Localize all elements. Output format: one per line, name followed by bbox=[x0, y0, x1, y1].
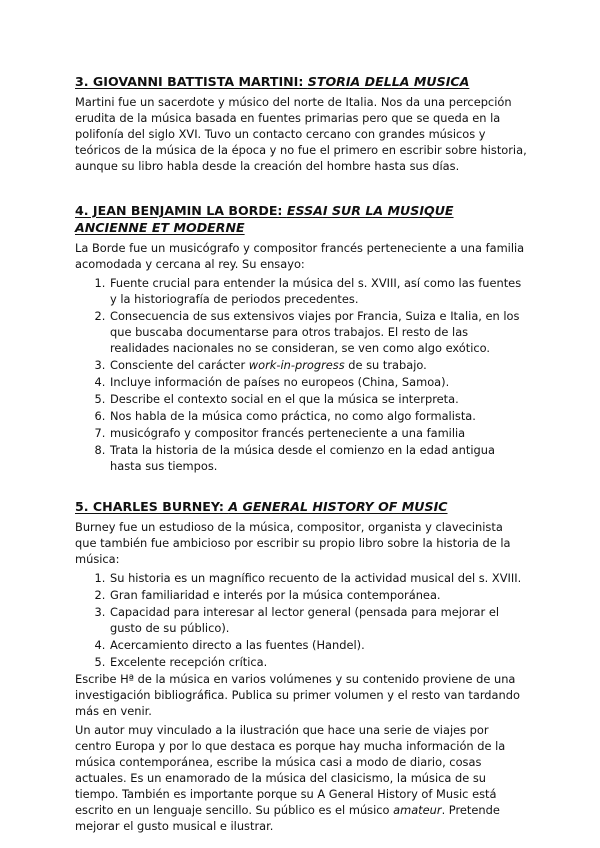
section-la-borde bbox=[75, 202, 527, 474]
heading-italic-title: STORIA DELLA MUSICA bbox=[307, 74, 470, 89]
list-item: 4. Incluye información de países no europeos (China, Samoa). bbox=[109, 374, 527, 390]
list-item: 1. Su historia es un magnífico recuento de la actividad musical del s. XVIII. bbox=[109, 570, 527, 586]
heading-text: 5. CHARLES BURNEY: bbox=[75, 499, 229, 514]
heading-text: 3. GIOVANNI BATTISTA MARTINI: bbox=[75, 74, 308, 89]
section-martini bbox=[75, 73, 527, 174]
list-item: 3. Capacidad para interesar al lector general (pensada para mejorar el gusto de su público). bbox=[109, 604, 527, 636]
list-item: 4. Acercamiento directo a las fuentes (Handel). bbox=[109, 637, 527, 653]
list-item: 7. musicógrafo y compositor francés perteneciente a una familia bbox=[109, 425, 527, 441]
heading-italic-title: ESSAI SUR LA MUSIQUE ANCIENNE ET MODERNE bbox=[75, 203, 454, 235]
document-page bbox=[75, 73, 527, 837]
list-item: 6. Nos habla de la música como práctica, no como algo formalista. bbox=[109, 408, 527, 424]
heading-text: 4. JEAN BENJAMIN LA BORDE: bbox=[75, 203, 287, 218]
section-heading bbox=[75, 202, 527, 236]
numbered-list bbox=[75, 275, 527, 474]
list-item: 3. Consciente del carácter work-in-progress de su trabajo. bbox=[109, 357, 527, 373]
numbered-list bbox=[75, 570, 527, 670]
list-item: 8. Trata la historia de la música desde el comienzo en la edad antigua hasta sus tiempos. bbox=[109, 442, 527, 474]
list-item: 5. Describe el contexto social en el que la música se interpreta. bbox=[109, 391, 527, 407]
section-heading bbox=[75, 498, 527, 515]
list-item: 5. Excelente recepción crítica. bbox=[109, 654, 527, 670]
list-item: 2. Consecuencia de sus extensivos viajes por Francia, Suiza e Italia, en los que buscaba documentarse para otros trabajos. El resto de las realidades nacionales no se consideran, se ven como algo exótico. bbox=[109, 308, 527, 356]
paragraph: La Borde fue un musicógrafo y compositor francés perteneciente a una familia acomodada y cercana al rey. Su ensayo: bbox=[75, 241, 525, 271]
paragraph: Martini fue un sacerdote y músico del norte de Italia. Nos da una percepción erudita de la música basada en fuentes primarias pero que se queda en la polifonía del siglo XVI. Tuvo un contacto cercano con grandes músicos y teóricos de la música de la época y no fue el primero en escribir sobre historia, aunque su libro habla desde la creación del hombre hasta sus días. bbox=[75, 95, 527, 173]
paragraph: Un autor muy vinculado a la ilustración que hace una serie de viajes por centro Europa y por lo que destaca es porque hay mucha información de la música contemporánea, escribe la música casi a modo de diario, cosas actuales. Es un enamorado de la música del clasicismo, la música de su tiempo. También es importante porque su A General History of Music está escrito en un lenguaje sencillo. Su público es el músico amateur. Pretende mejorar el gusto musical e ilustrar. bbox=[75, 723, 506, 833]
paragraph: Escribe Hª de la música en varios volúmenes y su contenido proviene de una investigación bibliográfica. Publica su primer volumen y el resto van tardando más en venir. bbox=[75, 672, 520, 718]
heading-italic-title: A GENERAL HISTORY OF MUSIC bbox=[228, 499, 448, 514]
paragraph: Burney fue un estudioso de la música, compositor, organista y clavecinista que también fue ambicioso por escribir su propio libro sobre la historia de la música: bbox=[75, 520, 511, 566]
section-burney bbox=[75, 498, 527, 834]
list-item: 2. Gran familiaridad e interés por la música contemporánea. bbox=[109, 587, 527, 603]
section-heading bbox=[75, 73, 527, 90]
list-item: 1. Fuente crucial para entender la música del s. XVIII, así como las fuentes y la historiografía de periodos precedentes. bbox=[109, 275, 527, 307]
